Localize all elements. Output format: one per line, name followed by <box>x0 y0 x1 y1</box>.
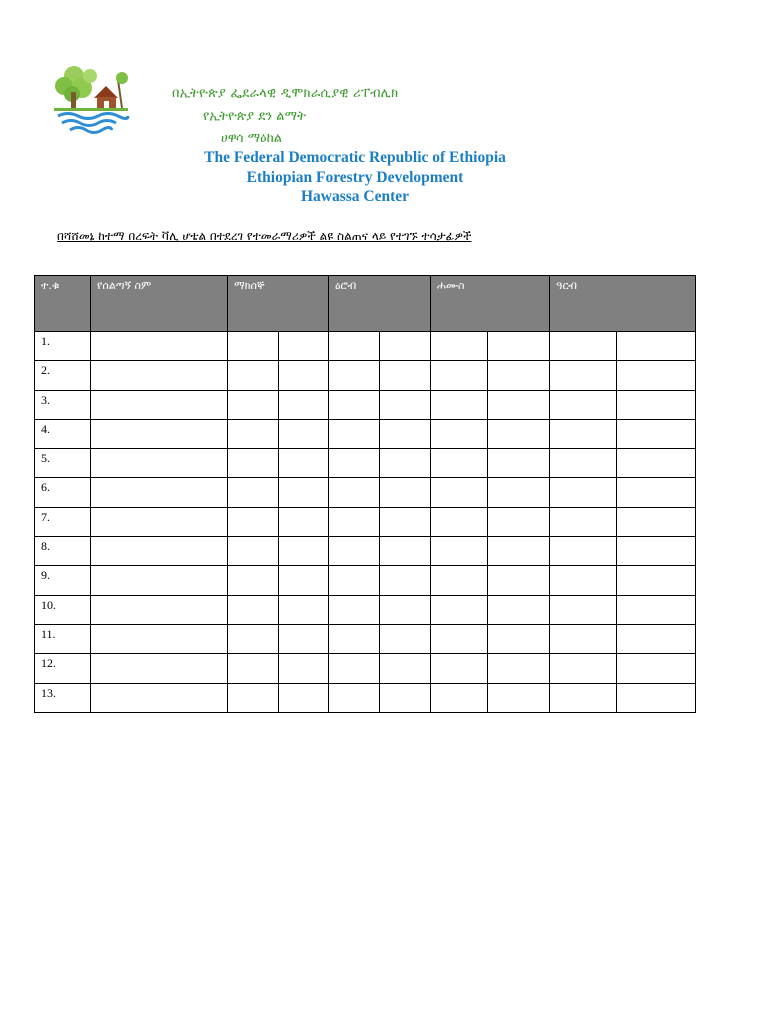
row-number: 5. <box>35 449 91 478</box>
wednesday-cell-a[interactable] <box>329 624 380 653</box>
friday-cell-b[interactable] <box>617 595 696 624</box>
tree-icon <box>55 66 97 108</box>
table-row <box>35 507 696 536</box>
friday-cell-a[interactable] <box>550 361 617 390</box>
header-wednesday: ዕሮብ <box>329 276 431 332</box>
thursday-cell-a[interactable] <box>431 537 488 566</box>
thursday-cell-a[interactable] <box>431 566 488 595</box>
friday-cell-b[interactable] <box>617 654 696 683</box>
friday-cell-a[interactable] <box>550 595 617 624</box>
row-number: 12. <box>35 654 91 683</box>
trainee-name-cell[interactable] <box>91 683 228 712</box>
table-row <box>35 683 696 712</box>
trainee-name-cell[interactable] <box>91 332 228 361</box>
thursday-cell-b[interactable] <box>488 507 550 536</box>
table-header-row <box>35 276 696 332</box>
friday-cell-a[interactable] <box>550 449 617 478</box>
friday-cell-a[interactable] <box>550 683 617 712</box>
thursday-cell-a[interactable] <box>431 390 488 419</box>
trainee-name-cell[interactable] <box>91 390 228 419</box>
thursday-cell-a[interactable] <box>431 654 488 683</box>
thursday-cell-b[interactable] <box>488 566 550 595</box>
friday-cell-a[interactable] <box>550 478 617 507</box>
forestry-logo <box>52 62 130 136</box>
friday-cell-b[interactable] <box>617 449 696 478</box>
friday-cell-b[interactable] <box>617 390 696 419</box>
thursday-cell-a[interactable] <box>431 595 488 624</box>
header-thursday: ሐሙስ <box>431 276 550 332</box>
friday-cell-a[interactable] <box>550 390 617 419</box>
friday-cell-b[interactable] <box>617 566 696 595</box>
row-number: 13. <box>35 683 91 712</box>
tuesday-cell-b[interactable] <box>279 537 329 566</box>
wednesday-cell-b[interactable] <box>380 332 431 361</box>
tuesday-cell-b[interactable] <box>279 595 329 624</box>
trainee-name-cell[interactable] <box>91 537 228 566</box>
friday-cell-a[interactable] <box>550 507 617 536</box>
trainee-name-cell[interactable] <box>91 595 228 624</box>
amharic-republic-name: በኢትዮጵያ ፌደራላዊ ዲሞክራሲያዊ ሪፐብሊክ <box>172 86 399 101</box>
thursday-cell-b[interactable] <box>488 419 550 448</box>
friday-cell-b[interactable] <box>617 419 696 448</box>
header-number: ተ.ቁ <box>35 276 91 332</box>
friday-cell-a[interactable] <box>550 624 617 653</box>
tuesday-cell-b[interactable] <box>279 624 329 653</box>
thursday-cell-a[interactable] <box>431 449 488 478</box>
row-number: 11. <box>35 624 91 653</box>
row-number: 2. <box>35 361 91 390</box>
friday-cell-b[interactable] <box>617 624 696 653</box>
table-row <box>35 390 696 419</box>
thursday-cell-b[interactable] <box>488 683 550 712</box>
wednesday-cell-a[interactable] <box>329 683 380 712</box>
trainee-name-cell[interactable] <box>91 449 228 478</box>
english-forestry-name: Ethiopian Forestry Development <box>246 169 464 186</box>
trainee-name-cell[interactable] <box>91 361 228 390</box>
table-row <box>35 478 696 507</box>
table-row <box>35 624 696 653</box>
row-number: 3. <box>35 390 91 419</box>
thursday-cell-b[interactable] <box>488 537 550 566</box>
table-row <box>35 361 696 390</box>
tuesday-cell-b[interactable] <box>279 332 329 361</box>
header-tuesday: ማክሰኞ <box>228 276 329 332</box>
wednesday-cell-b[interactable] <box>380 478 431 507</box>
wednesday-cell-a[interactable] <box>329 478 380 507</box>
tuesday-cell-a[interactable] <box>228 390 279 419</box>
thursday-cell-b[interactable] <box>488 361 550 390</box>
table-row <box>35 595 696 624</box>
wednesday-cell-b[interactable] <box>380 537 431 566</box>
document-title: በሻሸመኔ ከተማ በረፍት ቫሊ ሆቴል በተደረገ የተመራማሪዎች ልዩ ስልጠና ላይ የተገኙ ተሳታፊዎች <box>57 229 472 243</box>
friday-cell-a[interactable] <box>550 332 617 361</box>
water-icon <box>58 114 128 133</box>
wednesday-cell-a[interactable] <box>329 361 380 390</box>
wednesday-cell-a[interactable] <box>329 537 380 566</box>
friday-cell-b[interactable] <box>617 332 696 361</box>
amharic-forestry-name: የኢትዮጵያ ደን ልማት <box>203 109 306 124</box>
table-row <box>35 537 696 566</box>
wednesday-cell-b[interactable] <box>380 390 431 419</box>
row-number: 6. <box>35 478 91 507</box>
friday-cell-b[interactable] <box>617 537 696 566</box>
tuesday-cell-b[interactable] <box>279 478 329 507</box>
row-number: 8. <box>35 537 91 566</box>
tuesday-cell-a[interactable] <box>228 478 279 507</box>
tuesday-cell-a[interactable] <box>228 595 279 624</box>
table-row <box>35 419 696 448</box>
tuesday-cell-b[interactable] <box>279 449 329 478</box>
amharic-center-name: ሀዋሳ ማዕከል <box>221 131 283 146</box>
friday-cell-a[interactable] <box>550 537 617 566</box>
tuesday-cell-b[interactable] <box>279 654 329 683</box>
tuesday-cell-b[interactable] <box>279 419 329 448</box>
friday-cell-a[interactable] <box>550 654 617 683</box>
tuesday-cell-a[interactable] <box>228 507 279 536</box>
tuesday-cell-b[interactable] <box>279 361 329 390</box>
trainee-name-cell[interactable] <box>91 566 228 595</box>
table-row <box>35 566 696 595</box>
thursday-cell-a[interactable] <box>431 332 488 361</box>
wednesday-cell-a[interactable] <box>329 390 380 419</box>
tuesday-cell-a[interactable] <box>228 449 279 478</box>
thursday-cell-b[interactable] <box>488 332 550 361</box>
attendance-table <box>34 275 696 713</box>
table-row <box>35 332 696 361</box>
thursday-cell-b[interactable] <box>488 624 550 653</box>
thursday-cell-a[interactable] <box>431 683 488 712</box>
thursday-cell-b[interactable] <box>488 390 550 419</box>
trainee-name-cell[interactable] <box>91 624 228 653</box>
row-number: 9. <box>35 566 91 595</box>
wednesday-cell-a[interactable] <box>329 654 380 683</box>
table-row <box>35 654 696 683</box>
wednesday-cell-a[interactable] <box>329 419 380 448</box>
tuesday-cell-b[interactable] <box>279 566 329 595</box>
tuesday-cell-a[interactable] <box>228 537 279 566</box>
tuesday-cell-a[interactable] <box>228 361 279 390</box>
wednesday-cell-b[interactable] <box>380 624 431 653</box>
wednesday-cell-b[interactable] <box>380 507 431 536</box>
trainee-name-cell[interactable] <box>91 419 228 448</box>
english-center-name: Hawassa Center <box>300 188 410 205</box>
wednesday-cell-b[interactable] <box>380 654 431 683</box>
wednesday-cell-b[interactable] <box>380 566 431 595</box>
thursday-cell-a[interactable] <box>431 507 488 536</box>
thursday-cell-b[interactable] <box>488 449 550 478</box>
hut-icon <box>94 72 128 108</box>
wednesday-cell-b[interactable] <box>380 361 431 390</box>
wednesday-cell-a[interactable] <box>329 449 380 478</box>
thursday-cell-a[interactable] <box>431 624 488 653</box>
wednesday-cell-b[interactable] <box>380 595 431 624</box>
tuesday-cell-a[interactable] <box>228 419 279 448</box>
thursday-cell-a[interactable] <box>431 419 488 448</box>
thursday-cell-a[interactable] <box>431 361 488 390</box>
thursday-cell-b[interactable] <box>488 478 550 507</box>
header-friday: ዓርብ <box>550 276 696 332</box>
table-row <box>35 449 696 478</box>
friday-cell-a[interactable] <box>550 566 617 595</box>
thursday-cell-b[interactable] <box>488 654 550 683</box>
tuesday-cell-a[interactable] <box>228 566 279 595</box>
tuesday-cell-a[interactable] <box>228 624 279 653</box>
tuesday-cell-a[interactable] <box>228 683 279 712</box>
trainee-name-cell[interactable] <box>91 507 228 536</box>
tuesday-cell-a[interactable] <box>228 654 279 683</box>
thursday-cell-b[interactable] <box>488 595 550 624</box>
friday-cell-b[interactable] <box>617 507 696 536</box>
trainee-name-cell[interactable] <box>91 478 228 507</box>
tuesday-cell-a[interactable] <box>228 332 279 361</box>
friday-cell-b[interactable] <box>617 683 696 712</box>
header-trainee-name: የሰልጣኝ ስም <box>91 276 228 332</box>
friday-cell-a[interactable] <box>550 419 617 448</box>
row-number: 4. <box>35 419 91 448</box>
wednesday-cell-a[interactable] <box>329 566 380 595</box>
wednesday-cell-a[interactable] <box>329 332 380 361</box>
wednesday-cell-a[interactable] <box>329 507 380 536</box>
tuesday-cell-b[interactable] <box>279 507 329 536</box>
row-number: 1. <box>35 332 91 361</box>
wednesday-cell-b[interactable] <box>380 683 431 712</box>
friday-cell-b[interactable] <box>617 361 696 390</box>
wednesday-cell-b[interactable] <box>380 449 431 478</box>
friday-cell-b[interactable] <box>617 478 696 507</box>
wednesday-cell-a[interactable] <box>329 595 380 624</box>
thursday-cell-a[interactable] <box>431 478 488 507</box>
english-republic-name: The Federal Democratic Republic of Ethiopia <box>204 149 506 166</box>
wednesday-cell-b[interactable] <box>380 419 431 448</box>
tuesday-cell-b[interactable] <box>279 390 329 419</box>
trainee-name-cell[interactable] <box>91 654 228 683</box>
row-number: 10. <box>35 595 91 624</box>
row-number: 7. <box>35 507 91 536</box>
tuesday-cell-b[interactable] <box>279 683 329 712</box>
